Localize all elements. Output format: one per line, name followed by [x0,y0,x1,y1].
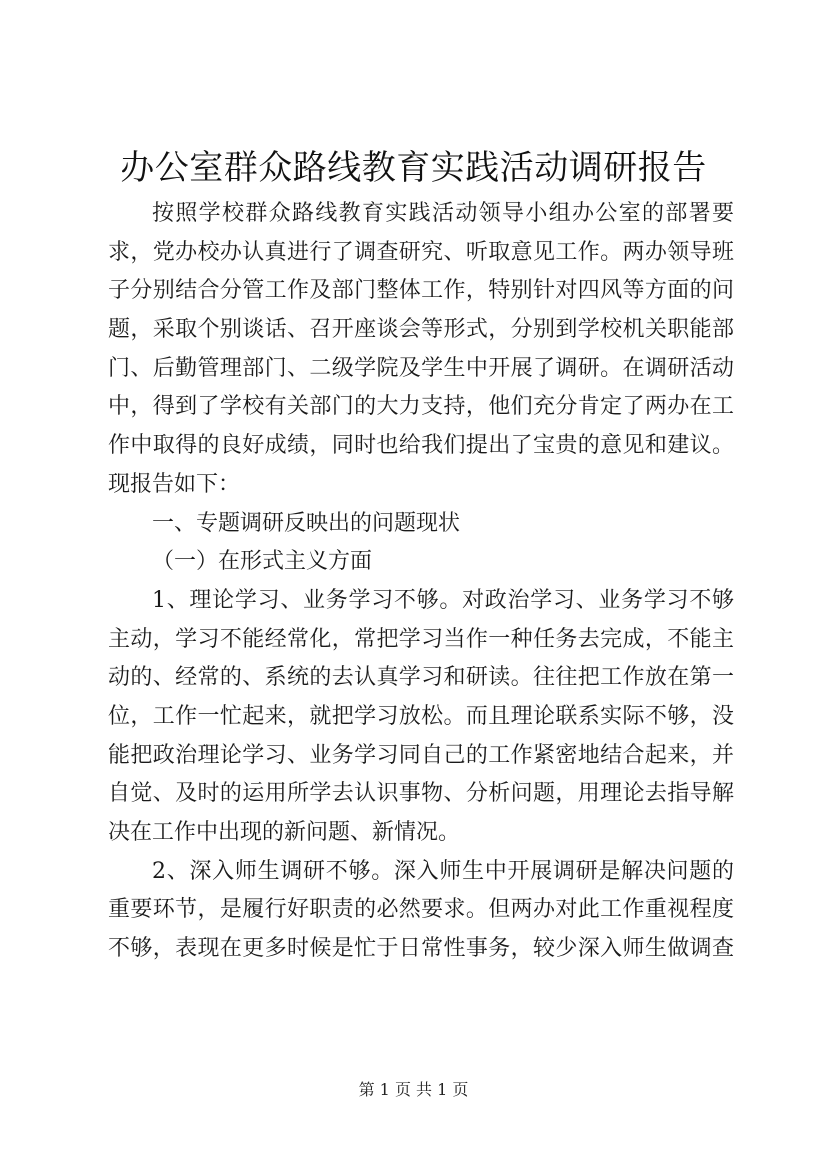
paragraph-line: 不够，表现在更多时候是忙于日常性事务，较少深入师生做调查 [108,936,734,962]
paragraph-line: 门、后勤管理部门、二级学院及学生中开展了调研。在调研活动 [108,355,734,381]
page-footer: 第 1 页 共 1 页 [358,1080,469,1099]
paragraph-line: 能把政治理论学习、业务学习同自己的工作紧密地结合起来，并 [108,742,734,768]
paragraph-line: 2、深入师生调研不够。深入师生中开展调研是解决问题的 [152,858,734,884]
paragraph-line: 重要环节，是履行好职责的必然要求。但两办对此工作重视程度 [108,897,734,923]
paragraph-line: 自觉、及时的运用所学去认识事物、分析问题，用理论去指导解 [108,781,734,807]
paragraph-line: 按照学校群众路线教育实践活动领导小组办公室的部署要 [152,201,734,226]
paragraph-line: 作中取得的良好成绩，同时也给我们提出了宝贵的意见和建议。 [108,433,734,459]
paragraph-line: 主动，学习不能经常化，常把学习当作一种任务去完成，不能主 [108,626,734,652]
document-body [108,195,734,969]
subsection-heading: （一）在形式主义方面 [152,549,373,575]
paragraph-line: 动的、经常的、系统的去认真学习和研读。往往把工作放在第一 [108,665,734,691]
paragraph-line: 决在工作中出现的新问题、新情况。 [108,820,461,845]
paragraph-line: 求，党办校办认真进行了调查研究、听取意见工作。两办领导班 [108,239,734,265]
paragraph-line: 1、理论学习、业务学习不够。对政治学习、业务学习不够 [152,587,734,613]
paragraph-line: 中，得到了学校有关部门的大力支持，他们充分肯定了两办在工 [108,394,734,420]
document-title: 办公室群众路线教育实践活动调研报告 [120,148,707,188]
paragraph-line: 题，采取个别谈话、召开座谈会等形式，分别到学校机关职能部 [108,317,734,343]
section-heading: 一、专题调研反映出的问题现状 [152,510,461,536]
paragraph-line: 子分别结合分管工作及部门整体工作，特别针对四风等方面的问 [108,278,734,304]
paragraph-line: 现报告如下： [108,471,241,497]
paragraph-line: 位，工作一忙起来，就把学习放松。而且理论联系实际不够，没 [108,703,734,729]
